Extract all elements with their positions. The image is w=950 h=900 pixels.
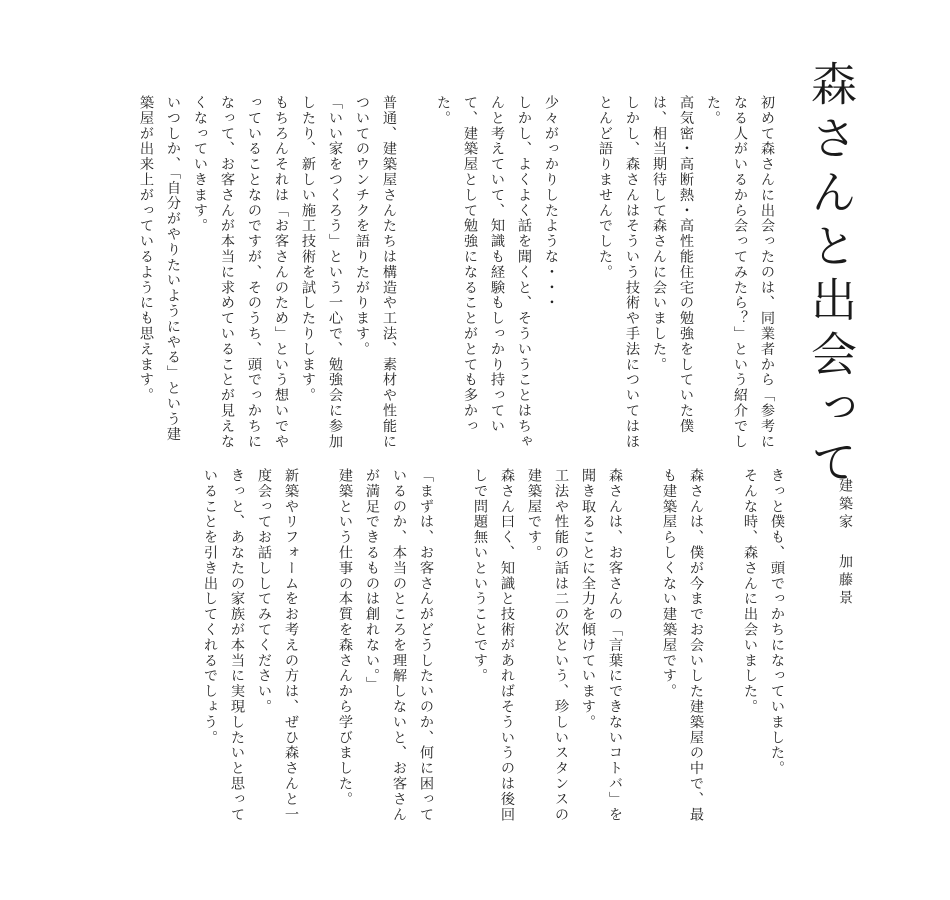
paragraph: 少々がっかりしたような・・・ xyxy=(543,95,559,311)
paragraph: 新築やリフォームをお考えの方は、ぜひ森さんと一度会ってお話ししてみてください。 xyxy=(256,468,299,823)
paragraph: 普通、建築屋さんたちは構造や工法、素材や性能についてのウンチクを語りたがります。 xyxy=(354,95,397,450)
paragraph: 「いい家をつくろう」という一心で、勉強会に参加したり、新しい施工技術を試したりします。 xyxy=(300,95,343,450)
page-title: 森さんと出会って xyxy=(804,60,858,492)
paragraph: 森さんは、僕が今までお会いした建築屋の中で、最も建築屋らしくない建築屋です。 xyxy=(661,468,704,823)
author-name: 加藤景 xyxy=(837,554,853,608)
paragraph: そんな時、森さんに出会いました。 xyxy=(742,468,758,715)
paragraph: しかし、森さんはそういう技術や手法についてはほとんど語りませんでした。 xyxy=(597,95,640,450)
paragraph: しかし、よくよく話を聞くと、そういうことはちゃんと考えていて、知識も経験もしっかり持っていて、建築屋として勉強になることがとても多かった。 xyxy=(435,95,532,450)
paragraph: 工法や性能の話は二の次という、珍しいスタンスの建築屋です。 xyxy=(526,468,569,823)
author-role: 建築家 xyxy=(837,478,853,532)
paragraph: きっと僕も、頭でっかちになっていました。 xyxy=(769,468,785,776)
paragraph: 高気密・高断熱・高性能住宅の勉強をしていた僕は、相当期待して森さんに会いました。 xyxy=(651,95,694,434)
author-credit xyxy=(838,478,852,608)
top-text-block xyxy=(132,95,780,450)
paragraph: もちろんそれは「お客さんのため」という想いでやっていることなのですが、そのうち、頭でっかちになって、お客さんが本当に求めていることが見えなくなっていきます。 xyxy=(192,95,289,450)
paragraph: 森さん曰く、知識と技術があればそういうのは後回しで問題無いということです。 xyxy=(472,468,515,823)
paragraph: 森さんは、お客さんの「言葉にできないコトバ」を聞き取ることに全力を傾けています。 xyxy=(580,468,623,823)
paragraph: きっと、あなたの家族が本当に実現したいと思っていることを引き出してくれるでしょう。 xyxy=(202,468,245,823)
paragraph: 「まずは、お客さんがどうしたいのか、何に困っているのか、本当のところを理解しないと、お客さんが満足できるものは創れない。」 xyxy=(364,468,434,823)
paragraph: 建築という仕事の本質を森さんから学びました。 xyxy=(337,468,353,807)
bottom-text-block xyxy=(196,468,790,828)
paragraph: 初めて森さんに出会ったのは、同業者から「参考になる人がいるから会ってみたら？」という紹介でした。 xyxy=(705,95,775,450)
paragraph: いつしか、「自分がやりたいようにやる」という建築屋が出来上がっているようにも思えます。 xyxy=(138,95,181,443)
